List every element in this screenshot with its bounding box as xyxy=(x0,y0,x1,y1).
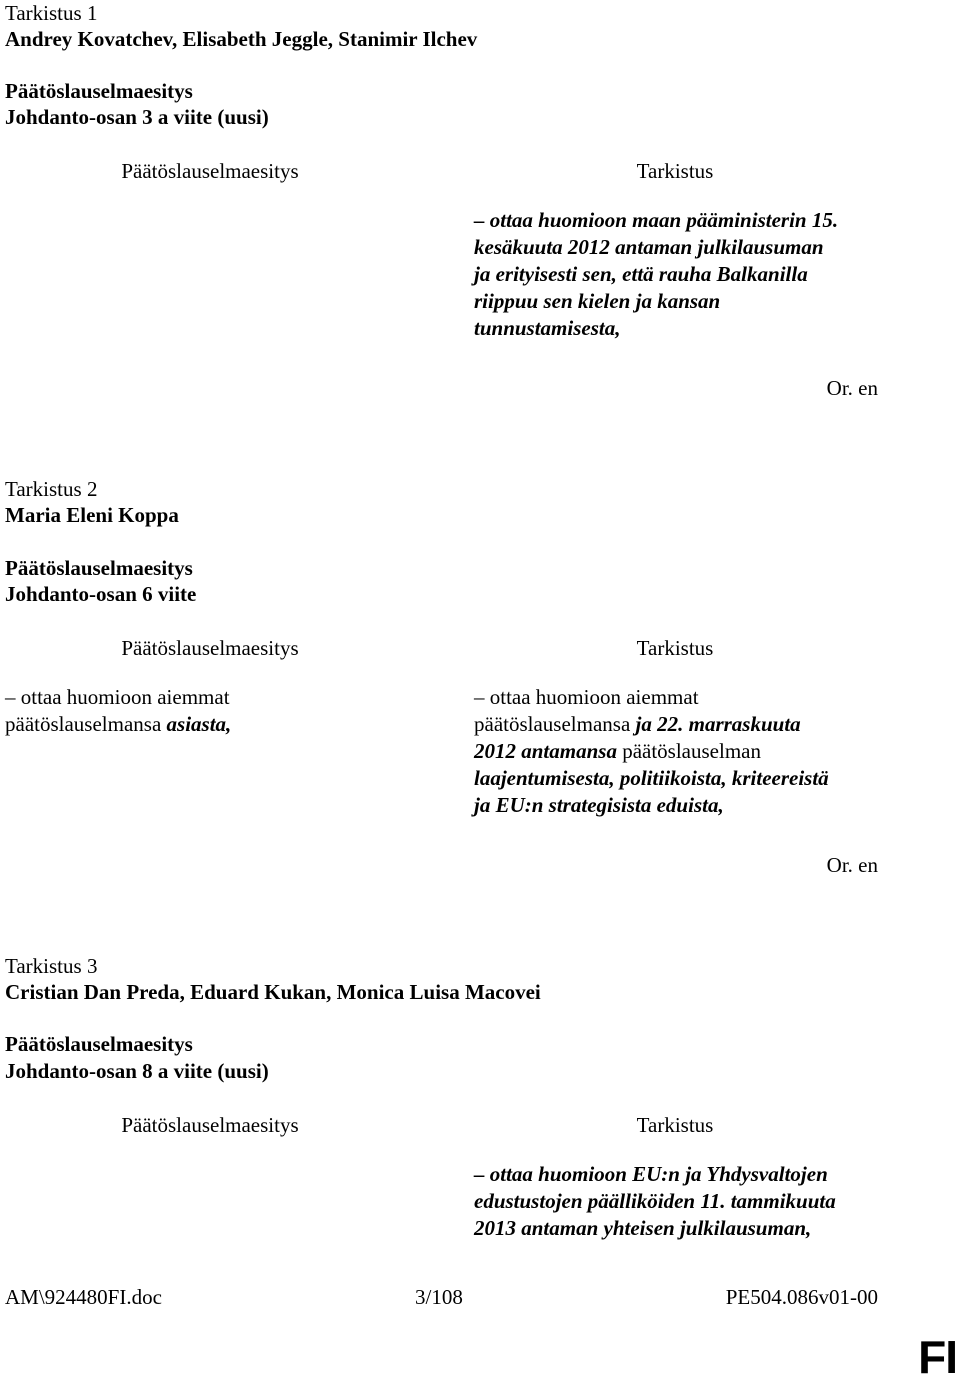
amendment-text-line: riippuu sen kielen ja kansan xyxy=(474,289,721,313)
document-label: Päätöslauselmaesitys xyxy=(5,556,193,580)
column-heading-original: Päätöslauselmaesitys xyxy=(121,636,299,660)
column-heading-amendment: Tarkistus xyxy=(636,1113,714,1137)
amendment-reference: Johdanto-osan 3 a viite (uusi) xyxy=(5,105,269,129)
amendment-text-line xyxy=(474,711,914,738)
amendment-number: Tarkistus 3 xyxy=(5,954,98,978)
amendment-reference: Johdanto-osan 6 viite xyxy=(5,582,197,606)
amendment-text-line: kesäkuuta 2012 antaman julkilausuman xyxy=(474,235,824,259)
amendment-text-line: tunnustamisesta, xyxy=(474,316,621,340)
column-heading-amendment: Tarkistus xyxy=(636,159,714,183)
plain-text: päätöslauselman xyxy=(622,739,761,763)
amendment-text-line: laajentumisesta, politiikoista, kriteereistä xyxy=(474,766,829,790)
amendment-text-line xyxy=(474,738,914,765)
original-text-line xyxy=(5,711,445,738)
language-code: FI xyxy=(918,1331,957,1383)
original-language: Or. en xyxy=(826,853,878,877)
amendment-text xyxy=(474,1161,914,1242)
column-heading-original: Päätöslauselmaesitys xyxy=(121,159,299,183)
column-heading-amendment: Tarkistus xyxy=(636,636,714,660)
amendment-number: Tarkistus 2 xyxy=(5,477,98,501)
footer-pe-reference: PE504.086v01-00 xyxy=(725,1285,878,1309)
amendment-text xyxy=(474,684,914,819)
plain-text: päätöslauselmansa xyxy=(474,712,636,736)
amendment-text-line: – ottaa huomioon EU:n ja Yhdysvaltojen xyxy=(474,1162,828,1186)
original-language: Or. en xyxy=(826,376,878,400)
amendment-text-line: 2013 antaman yhteisen julkilausuman, xyxy=(474,1216,812,1240)
document-label: Päätöslauselmaesitys xyxy=(5,1032,193,1056)
amendment-text-line: ja erityisesti sen, että rauha Balkanilla xyxy=(474,262,808,286)
amendment-text-line: – ottaa huomioon maan pääministerin 15. xyxy=(474,208,839,232)
amendment-reference: Johdanto-osan 8 a viite (uusi) xyxy=(5,1059,269,1083)
changed-text: ja 22. marraskuuta xyxy=(635,712,801,736)
changed-text: 2012 antamansa xyxy=(474,739,623,763)
footer-page-number: 3/108 xyxy=(415,1285,463,1309)
amendment-number: Tarkistus 1 xyxy=(5,1,98,25)
amendment-text xyxy=(474,207,914,342)
plain-text: päätöslauselmansa xyxy=(5,712,167,736)
original-text-line: – ottaa huomioon aiemmat xyxy=(5,685,230,709)
amendment-text-line: ja EU:n strategisista eduista, xyxy=(474,793,724,817)
amendment-authors: Maria Eleni Koppa xyxy=(5,503,179,527)
footer-document-reference: AM\924480FI.doc xyxy=(5,1285,162,1309)
changed-text: asiasta, xyxy=(166,712,232,736)
amendment-authors: Cristian Dan Preda, Eduard Kukan, Monica Luisa Macovei xyxy=(5,980,541,1004)
document-label: Päätöslauselmaesitys xyxy=(5,79,193,103)
amendment-text-line: edustustojen päälliköiden 11. tammikuuta xyxy=(474,1189,836,1213)
column-heading-original: Päätöslauselmaesitys xyxy=(121,1113,299,1137)
amendment-authors: Andrey Kovatchev, Elisabeth Jeggle, Stanimir Ilchev xyxy=(5,27,478,51)
original-text xyxy=(5,684,445,738)
amendment-text-line: – ottaa huomioon aiemmat xyxy=(474,685,699,709)
